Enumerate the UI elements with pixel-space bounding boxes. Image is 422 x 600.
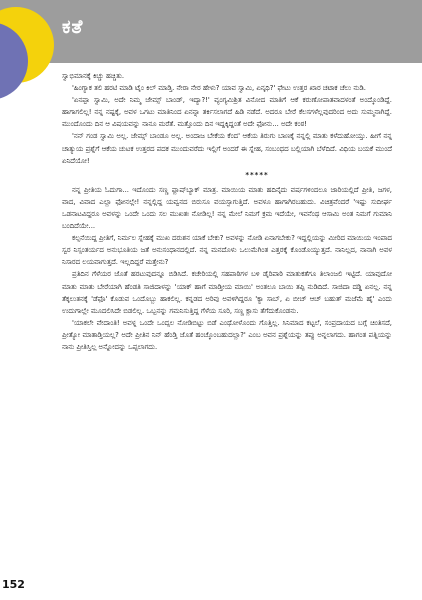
paragraph: 'ಯಾಕಲೇ ವೇದಾಂತಿ! ಅವಳ್ನ ಒಂದೇ ಒಂದ್ಸಲ ನೋಡಿಬಿಟ್ಟು ಬಿಡೆ ಎಂಥೋಳೊಂದು ಗೊತ್ತಿಲ್ಲ. ಸಿನಿಮಾದ ಕಟ್ಟಲೆ, ಸಂಪ್ರದಾಯದ ಬಗ್ಗೆ ಚಿಂತಿಸದೆ, ಪ್ರೀತ್ಯೋ ಮಾತಾಡ್ತಿಯಲ್ಲ? ಅದೇ ಪ್ರೀತಿನ ನಿನ್ ಹೆಂಡ್ತಿ ಜೊತೆ ಹಂಚ್ಕೊಂಬಹುದಲ್ಲಾ?' ಎಂಬ ಅವನ ಪ್ರಶ್ನೆಯನ್ನು ತಪ್ಪು ಅನ್ನಲಾಗದು. ಹಾಗಂತ ಪತ್ನಿಯನ್ನು ನಾನು ಪ್ರೀತಿಸ್ತಿಲ್ಲ ಅನ್ನೋದನ್ನು ಒಪ್ಪಲಾಗದು.: [62, 318, 392, 351]
paragraph: 'ಹಿಂಗ್ಯಾಕ ತಲಿ ಹರಟಿ ಮಾಡಿ ಟೈಂ ಕಿಲ್ ಮಾಡ್ತಿ. ನೇರಾ ನೇರ ಹೇಳು? ಯಾವ ಸ್ವಾಮಿ, ಏನ್ಕಥಿ?' ಫೇಟು ಉತ್ತರ ಖಾರ ಚಟಾಕ ಚೆಲು ನುಡಿ.: [72, 84, 366, 93]
section-title: ಕತೆ: [62, 16, 84, 38]
page-number: 152: [2, 578, 25, 591]
section-separator: *****: [245, 170, 269, 179]
paragraph: ಪ್ರತಿದಿನ ಗೆಳೆಯರ ಜೊತೆ ಹರಟುವುದನ್ನೂ ಬಿಡಿಸಿದೆ. ಕಚೇರಿಯಲ್ಲಿ ಸಹಪಾಠಿಗಳ ಬಳಿ ಡೈರಿಪಾಠಿ ಮಾತುಕತೆಗೂ ತಿಲಾಂಜಲಿ ಇಟ್ಟಿದೆ. ಯಾವುದೋ ಮಾತು ಮಾತು ಬೇರೆಯಾಗಿ ಹೆಂಡತಿ ಸಾಜಿದಾಳನ್ನು 'ಯಾಕ್ ಹಾಗೆ ಮಾಡ್ತೀಯ ಮಾಯಿ' ಅಂತಲೂ ಬಾಯಿ ತಪ್ಪಿ ನುಡಿದಿದೆ. ಸಾಜಿದಾ ದಡ್ಡಿ ಏನಲ್ಲ. ನನ್ನ ತೆಕ್ಕಲುತನಕ್ಕೆ 'ಡೆಫೊ' ಕೊಡುವ ಒಂದೊಬ್ಬು ಹಾಕಲಿಲ್ಲ. ಕನ್ನಡದ ಅರಿವು ಅವಳಿಗಿದ್ದರೂ 'ಕ್ಯಾ ಸಾಬ್, ಏ ಬೀಚ್ ಆಚ್ ಬಹುತ್ ಮಜೆಮೆ ಹೈ' ಎಂದು ಉದುಗಾಲ್ಲೇ ಮೂದಲಿಸಿದೇ ಬಿಡಲಿಲ್ಲ. ಒಬ್ಬನನ್ನು ಗಮನಿಸುತ್ತಿದ್ದ ಗೆಳೆಯ ಸೂರಿ, ಸಣ್ಣ ಕ್ಲಾಸು ತೆಗೆದುಕೊಂಡನು.: [62, 270, 392, 315]
paragraph: 'ಏನಪ್ಪಾ ಸ್ವಾಮಿ, ಅದೇ ನಿಮ್ಮ ಜೇಮ್ಸ್ ಬಾಂಡ್, ಇದ್ಯಾ?!' ವ್ಯಂಗ್ಯಮಿಶ್ರಿತ ವಿನೋದ ಮಾತಿಗೆ ಆಕೆ ಕರುಣೋಪಾತವಾದಳಂತೆ ಅಂದ್ಕೊಂಡಿದ್ದೆ. ಹಾಗಾಗಲಿಲ್ಲ! ನನ್ನ ನಷ್ಟಕ್ಕೆ, ಅವಳ ಒಗಟು ಮಾತಿನಿಂದ ಏನನ್ನಾ ತರ್ಕಿಸಲಾಗದೆ ಹಿಡಿ ನಡೆದೆ. ಅದರೂ ಬೇರೆ ಕೆಲಸಗಳೆಲ್ಲವುದರಿಂದ ಅದು ಸುಮ್ಮನಾಗಿದ್ದೆ. ಮುಂದೊಂದು ದಿನ ಆ ವಿಷಯವನ್ನು ನಾನೂ ಮರೆತೆ. ಮತ್ತೊಂದು ದಿನ ಇದ್ದಕ್ಕಿದ್ದಂತೆ ಅದೇ ಫೋನು... ಅದೇ ಕಂಠ!: [62, 96, 392, 129]
paragraph: 'ನನ್ ಗಂಡ ಸ್ವಾಮಿ ಅಲ್ಲ. ಜೇಮ್ಸ್ ಬಾಂಡೂ ಅಲ್ಲ. ಅಂದಾಜ ಬೇಕೆಯ ಕೆಂದ' ಆಕೆಯ ತಿರುಗು ಬಾಣಕ್ಕೆ ನನ್ನಲ್ಲಿ ಮಾತು ಕಳೆದುಹೋಯ್ತು. ಹೀಗೆ ನನ್ನ ಚಾತ್ಯುಯ ಪ್ರಶ್ನೆಗೆ ಆಕೆಯ ಚುಟಕ ಉತ್ತರದ ಪದಕ ಮುಂದುವರೆದು ಇಲ್ಲಿಗೆ ಅಂದರೆ ಈ ಸ್ನೇಹ, ಸಂಬಂಧದ ಬಲ್ಲಿಯಾಗಿ ಬೆಳೆದಿದೆ. ವಿಧಿಯ ಬಯಕೆ ಮುಂದೆ ಏನಿದೆಯೋ!: [62, 132, 392, 165]
article-body: [62, 70, 392, 353]
paragraph: ಕಲ್ಪನೆಯಿದ್ದ ಪ್ರೀತಿಗೆ, ನಿರ್ಮಲ ಸ್ನೇಹಕ್ಕೆ ಮುಖ ದರುಶನ ಯಾಕೆ ಬೇಕು? ಅವಳನ್ನು ನೋಡಿ ಏನಾಗಬೇಕು? ಇದ್ದಲ್ಲಿಯನ್ನು ಮೀರಿದ ಮಾಯಿಯ ಇಂಪಾದ ಸ್ವರ ನಿಸ್ಸಂತರ್ಯದ ಅನುಭೂತಿಯ ಜತೆ ಅನುಸಂಧಾನದಲ್ಲಿದೆ. ನನ್ನ ಮನದೊಳು ಒಲುಮೆಗಿಂತ ಎತ್ತರಕ್ಕೆ ಕೊಂಡೊಯ್ಯುತ್ತದೆ. ನಾನಿಲ್ಲದ, ನಾನಾಗಿ ಅವಳ ನಿಸಾರದ ಲಯವಾಗುತ್ತದೆ. ಇಲ್ಲದಿದ್ದರೆ ಮತ್ತೇನು?: [62, 234, 392, 267]
paragraph: ಸ್ವಾಭಿಮಾನಕ್ಕೆ ಕಿಚ್ಚು ಹಚ್ಚಿತು.: [62, 72, 125, 80]
paragraph: ನನ್ನ ಪ್ರೀತಿಯ ಓದುಗಾ... ಇದೊಂದು ಸಣ್ಣ ಫ್ಲಾಷ್‌ಬ್ಯಾಕ್ ಮಾತ್ರ. ಮಾಯಿಯ ಮಾತು ಹದಿನೈದು ವರ್ಷಗಳಿಂದಲೂ ಜಾರಿಯಲ್ಲಿದೆ ಪ್ರೀತಿ, ಜಗಳ, ವಾದ, ವಿವಾದ ಎಲ್ಲಾ ಫೋನಲ್ಲೇ! ನನ್ನಲ್ಲಿದ್ದ ಯವ್ವನದ ಬಿರುಸೂ ವಯಸ್ಸಾಗುತ್ತಿದೆ. ಅವಳೂ ಹಾಗಾಗಿರಬಹುದು. ವಿಚಿತ್ರವೆಂದರೆ 'ಇಷ್ಟು ಸುದೀರ್ಘ ಒಡನಾಟವಿದ್ದರೂ ಅವಳನ್ನು ಒಂದೇ ಒಂದು ಸಲ ಮುಖತಃ ನೋಡಿಲ್ಲ! ನನ್ನ ಮೇಲೆ ನಿಮಗೆ ಕ್ರಮ ಇದೆಯೇ, ಇವನೆಂಥ ಆಸಾಮಿ ಅಂತ ನಿಮಗೆ ಗುಮಾನಿ ಬಂದಿದೆಯೇ...: [62, 185, 392, 231]
